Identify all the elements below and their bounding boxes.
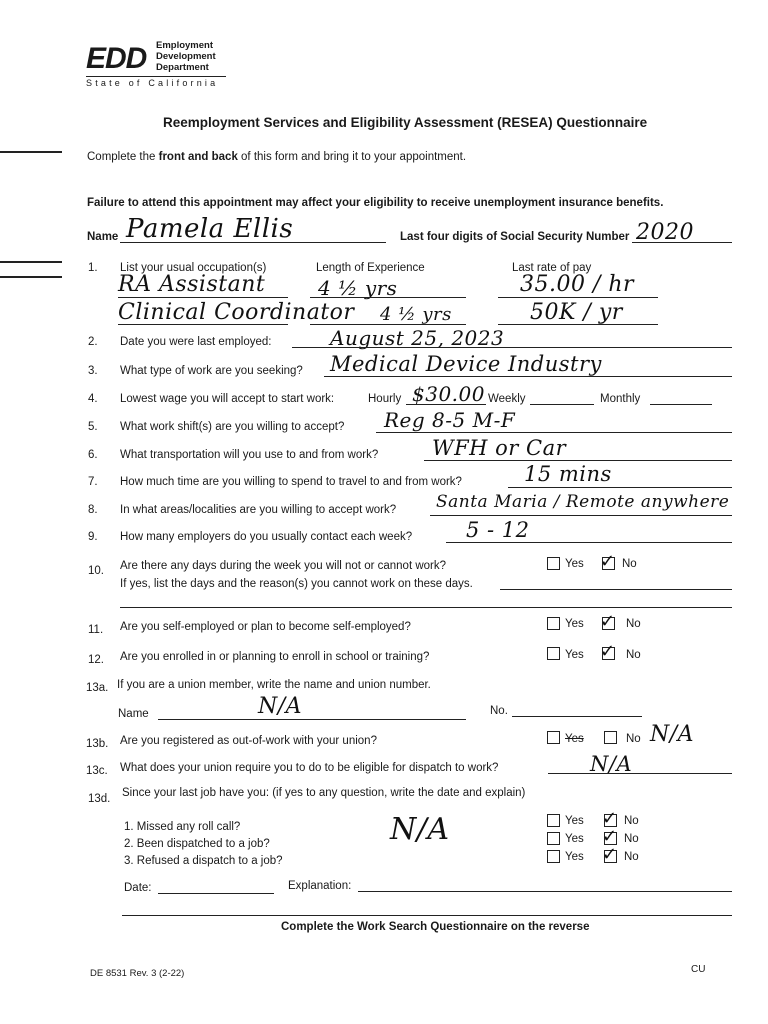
- margin-mark: [0, 261, 62, 263]
- pay-1[interactable]: 35.00 / hr: [520, 272, 635, 297]
- explanation-label: Explanation:: [288, 880, 352, 892]
- union-number-label: No.: [490, 705, 508, 717]
- q8-label: In what areas/localities are you willing to accept work?: [120, 504, 397, 516]
- q10-label: Are there any days during the week you will not or cannot work?: [120, 560, 447, 572]
- name-field[interactable]: Pamela Ellis: [126, 214, 294, 244]
- q4-label: Lowest wage you will accept to start work:: [120, 393, 335, 405]
- q10-number: 10.: [88, 565, 104, 577]
- q13d-2-yes-checkbox[interactable]: [547, 832, 560, 845]
- q7-label: How much time are you willing to spend to travel to and from work?: [120, 476, 462, 488]
- q11-no-checkbox[interactable]: [600, 611, 616, 632]
- yes-label: Yes: [565, 649, 584, 661]
- date-label: Date:: [124, 882, 152, 894]
- q10-label-2: If yes, list the days and the reason(s) you cannot work on these days.: [120, 578, 473, 590]
- yes-label: Yes: [565, 618, 584, 630]
- logo-text: EDD: [86, 42, 147, 75]
- no-label: No: [624, 815, 639, 827]
- q13c-number: 13c.: [86, 765, 108, 777]
- q7-number: 7.: [88, 476, 98, 488]
- org-line-1: Employment: [156, 40, 214, 51]
- weekly-label: Weekly: [488, 393, 526, 405]
- org-line-2: Development: [156, 51, 216, 62]
- union-dispatch-field[interactable]: N/A: [590, 752, 633, 776]
- q13d-item-1: 1. Missed any roll call?: [124, 821, 241, 833]
- q6-label: What transportation will you use to and from work?: [120, 449, 379, 461]
- union-name-field[interactable]: N/A: [258, 694, 303, 719]
- q3-number: 3.: [88, 365, 98, 377]
- no-label: No: [624, 833, 639, 845]
- q13b-no-checkbox[interactable]: [604, 731, 617, 744]
- shift-field[interactable]: Reg 8-5 M-F: [384, 408, 516, 432]
- last-employed-field[interactable]: August 25, 2023: [330, 326, 505, 350]
- q2-number: 2.: [88, 336, 98, 348]
- hourly-field[interactable]: $30.00: [412, 382, 485, 406]
- q13d-3-yes-checkbox[interactable]: [547, 850, 560, 863]
- no-label: No: [626, 733, 641, 745]
- pay-2[interactable]: 50K / yr: [530, 300, 623, 325]
- footer-instruction: Complete the Work Search Questionnaire on the reverse: [281, 921, 590, 933]
- q6-number: 6.: [88, 449, 98, 461]
- q4-number: 4.: [88, 393, 98, 405]
- q11-number: 11.: [88, 624, 104, 636]
- yes-label: Yes: [565, 851, 584, 863]
- check-mark-icon: ✓: [600, 551, 616, 572]
- yes-label: Yes: [565, 815, 584, 827]
- q13d-field[interactable]: N/A: [390, 812, 450, 847]
- q13d-1-yes-checkbox[interactable]: [547, 814, 560, 827]
- no-label: No: [626, 649, 641, 661]
- edd-logo: [86, 38, 228, 90]
- q13a-label: If you are a union member, write the name and union number.: [117, 679, 431, 691]
- no-label: No: [622, 558, 637, 570]
- q12-label: Are you enrolled in or planning to enroll in school or training?: [120, 651, 430, 663]
- q13d-3-no-checkbox[interactable]: [602, 844, 618, 865]
- q9-label: How many employers do you usually contact each week?: [120, 531, 413, 543]
- q2-label: Date you were last employed:: [120, 336, 272, 348]
- yes-label: Yes: [565, 733, 584, 745]
- no-label: No: [624, 851, 639, 863]
- check-mark-icon: ✓: [602, 844, 618, 865]
- form-title: Reemployment Services and Eligibility Assessment (RESEA) Questionnaire: [163, 115, 648, 130]
- org-line-3: Department: [156, 62, 209, 73]
- no-label: No: [626, 618, 641, 630]
- margin-mark: [0, 151, 62, 153]
- check-mark-icon: ✓: [602, 808, 618, 829]
- q12-number: 12.: [88, 654, 104, 666]
- q5-number: 5.: [88, 421, 98, 433]
- corner-code: CU: [691, 964, 706, 975]
- experience-1[interactable]: 4 ½ yrs: [318, 276, 398, 300]
- union-name-label: Name: [118, 708, 149, 720]
- q13b-number: 13b.: [86, 738, 109, 750]
- q13a-number: 13a.: [86, 682, 109, 694]
- q9-number: 9.: [88, 531, 98, 543]
- q1-col-occupation: List your usual occupation(s): [120, 262, 267, 274]
- q13d-item-2: 2. Been dispatched to a job?: [124, 838, 270, 850]
- q11-yes-checkbox[interactable]: [547, 617, 560, 630]
- check-mark-icon: ✓: [602, 826, 618, 847]
- occupation-1[interactable]: RA Assistant: [118, 272, 266, 297]
- q13d-label: Since your last job have you: (if yes to any question, write the date and explain): [122, 787, 526, 799]
- q13d-number: 13d.: [88, 793, 111, 805]
- q8-number: 8.: [88, 504, 98, 516]
- transportation-field[interactable]: WFH or Car: [432, 436, 567, 460]
- work-seeking-field[interactable]: Medical Device Industry: [330, 352, 602, 376]
- employers-contact-field[interactable]: 5 - 12: [466, 518, 530, 542]
- hourly-label: Hourly: [368, 393, 402, 405]
- ssn-field[interactable]: 2020: [636, 220, 694, 245]
- margin-mark: [0, 276, 62, 278]
- localities-field[interactable]: Santa Maria / Remote anywhere: [436, 492, 730, 512]
- warning-text: Failure to attend this appointment may affect your eligibility to receive unemployment insurance benefits.: [87, 197, 664, 209]
- q13b-yes-checkbox[interactable]: [547, 731, 560, 744]
- check-mark-icon: ✓: [600, 641, 616, 662]
- q13b-label: Are you registered as out-of-work with your union?: [120, 735, 377, 747]
- union-registered-field[interactable]: N/A: [650, 722, 695, 747]
- q12-yes-checkbox[interactable]: [547, 647, 560, 660]
- experience-2[interactable]: 4 ½ yrs: [380, 304, 452, 325]
- occupation-2[interactable]: Clinical Coordinator: [118, 300, 355, 325]
- q13c-label: What does your union require you to do to be eligible for dispatch to work?: [120, 762, 499, 774]
- monthly-label: Monthly: [600, 393, 641, 405]
- q10-yes-checkbox[interactable]: [547, 557, 560, 570]
- yes-label: Yes: [565, 833, 584, 845]
- instructions: Complete the front and back of this form and bring it to your appointment.: [87, 151, 467, 163]
- travel-time-field[interactable]: 15 mins: [524, 462, 612, 486]
- name-label: Name: [87, 231, 119, 243]
- q1-col-experience: Length of Experience: [316, 262, 425, 274]
- q10-no-checkbox[interactable]: [600, 551, 616, 572]
- form-number: DE 8531 Rev. 3 (2-22): [90, 968, 185, 979]
- q1-number: 1.: [88, 262, 98, 274]
- yes-label: Yes: [565, 558, 584, 570]
- check-mark-icon: ✓: [600, 611, 616, 632]
- q1-col-pay: Last rate of pay: [512, 262, 592, 274]
- q3-label: What type of work are you seeking?: [120, 365, 303, 377]
- state-line: State of California: [86, 78, 219, 88]
- ssn-label: Last four digits of Social Security Number: [400, 231, 630, 243]
- q5-label: What work shift(s) are you willing to accept?: [120, 421, 345, 433]
- q12-no-checkbox[interactable]: [600, 641, 616, 662]
- q11-label: Are you self-employed or plan to become self-employed?: [120, 621, 411, 633]
- q13d-item-3: 3. Refused a dispatch to a job?: [124, 855, 283, 867]
